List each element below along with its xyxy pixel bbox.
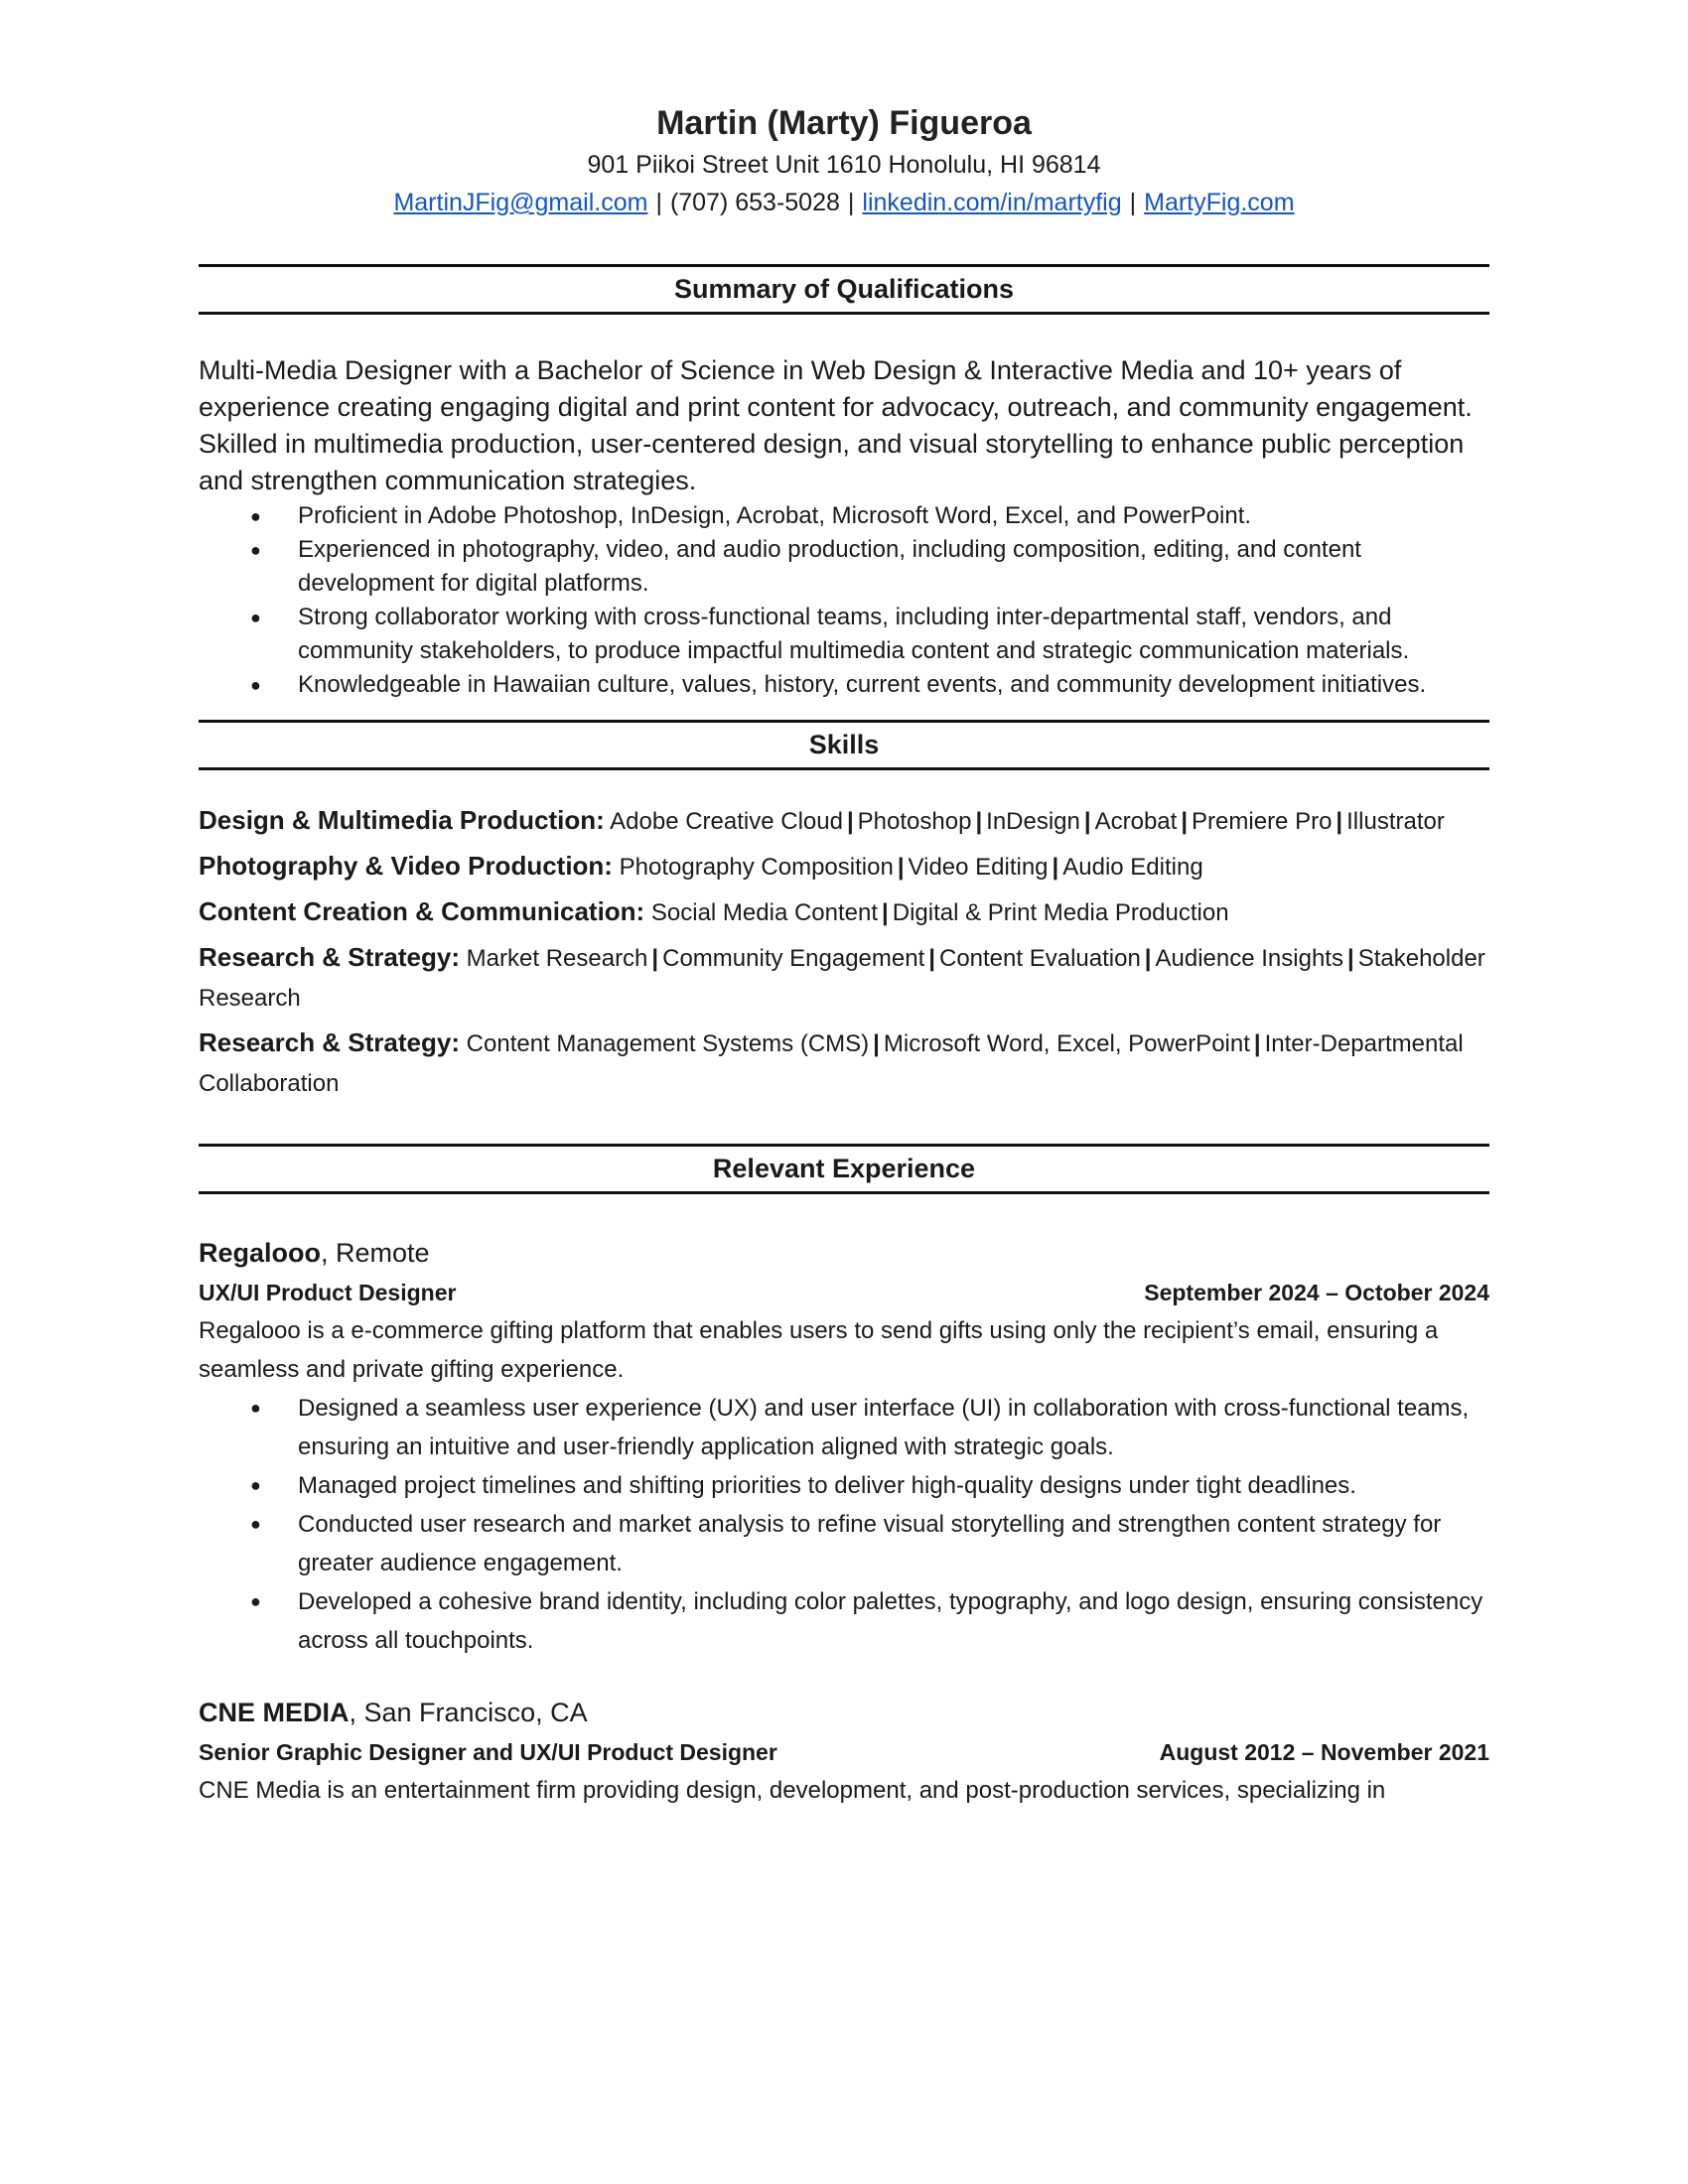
summary-bullet-list (199, 499, 1489, 702)
job-role: UX/UI Product Designer (199, 1280, 457, 1305)
skill-item: Premiere Pro (1192, 808, 1333, 835)
summary-bullet (199, 499, 1489, 533)
bullet-icon: ● (250, 506, 261, 526)
bullet-text: Proficient in Adobe Photoshop, InDesign, Acrobat, Microsoft Word, Excel, and PowerPoint. (298, 502, 1252, 529)
job-dates: September 2024 – October 2024 (1144, 1280, 1489, 1305)
contact-line (199, 185, 1489, 220)
job-entry (199, 1234, 1489, 1660)
skill-separator: | (873, 1030, 880, 1057)
skill-item: Illustrator (1346, 808, 1445, 835)
skill-category: Content Creation & Communication: (199, 896, 645, 926)
resume-page (199, 0, 1489, 1810)
bullet-text: Conducted user research and market analysis to refine visual storytelling and strengthen content strategy for greater audience engagement. (298, 1511, 1442, 1576)
skill-item: Acrobat (1094, 808, 1178, 835)
skill-item: Video Editing (908, 854, 1049, 881)
skill-separator: | (928, 945, 935, 972)
job-bullet (199, 1505, 1489, 1582)
bullet-text: Managed project timelines and shifting priorities to deliver high-quality designs under tight deadlines. (298, 1472, 1356, 1499)
skill-item: Community Engagement (662, 945, 925, 972)
skill-separator: | (882, 899, 889, 926)
experience-list (199, 1234, 1489, 1810)
summary-bullet (199, 533, 1489, 601)
experience-section-title: Relevant Experience (199, 1144, 1489, 1194)
bullet-icon: ● (250, 1591, 261, 1611)
skill-row (199, 800, 1489, 842)
skill-item: Digital & Print Media Production (892, 899, 1229, 926)
skill-item: Audio Editing (1062, 854, 1203, 881)
skill-item: Inter-Departmental Collaboration (199, 1030, 1464, 1097)
skill-category: Design & Multimedia Production: (199, 805, 605, 835)
skill-separator: | (1144, 945, 1152, 972)
bullet-text: Developed a cohesive brand identity, including color palettes, typography, and logo design, ensuring consistency across all touchpoints. (298, 1588, 1483, 1654)
company-location: , Remote (321, 1238, 430, 1268)
skill-item: Adobe Creative Cloud (610, 808, 843, 835)
skill-item: Audience Insights (1155, 945, 1343, 972)
skill-item: Microsoft Word, Excel, PowerPoint (883, 1030, 1250, 1057)
skill-row (199, 846, 1489, 887)
skills-list (199, 800, 1489, 1104)
skill-row (199, 1023, 1489, 1104)
skill-separator: | (846, 808, 854, 835)
skill-separator: | (975, 808, 983, 835)
skill-item: Stakeholder Research (199, 945, 1485, 1012)
job-title-row (199, 1733, 1489, 1771)
separator: | (1129, 189, 1137, 216)
skill-separator: | (897, 854, 905, 881)
separator: | (655, 189, 662, 216)
linkedin-link[interactable]: linkedin.com/in/martyfig (862, 189, 1122, 216)
summary-section-title: Summary of Qualifications (199, 264, 1489, 315)
summary-bullet (199, 601, 1489, 668)
resume-header (199, 0, 1489, 220)
candidate-address: 901 Piikoi Street Unit 1610 Honolulu, HI 96814 (587, 151, 1101, 179)
skill-row (199, 891, 1489, 933)
skill-item: InDesign (986, 808, 1080, 835)
email-link[interactable]: MartinJFig@gmail.com (393, 189, 648, 216)
skill-separator: | (1083, 808, 1091, 835)
skill-category: Research & Strategy: (199, 1027, 460, 1057)
bullet-icon: ● (250, 1514, 261, 1534)
job-bullet-list (199, 1389, 1489, 1660)
skill-item: Photoshop (857, 808, 972, 835)
summary-paragraph: Multi-Media Designer with a Bachelor of Science in Web Design & Interactive Media and 10+ years of experience creating engaging digital and print content for advocacy, outreach, and community engagement. Skilled in multimedia production, user-centered design, and visual storytelling to enhance public perception and strengthen communication strategies. (199, 355, 1473, 495)
website-link[interactable]: MartyFig.com (1144, 189, 1295, 216)
job-role: Senior Graphic Designer and UX/UI Product Designer (199, 1739, 777, 1765)
company-name: CNE MEDIA (199, 1698, 350, 1727)
bullet-icon: ● (250, 675, 261, 695)
job-company-line (199, 1234, 1489, 1272)
skill-category: Photography & Video Production: (199, 851, 613, 881)
skill-row (199, 937, 1489, 1019)
job-company-line (199, 1694, 1489, 1731)
skill-separator: | (1181, 808, 1189, 835)
job-description: CNE Media is an entertainment firm providing design, development, and post-production services, specializing in (199, 1777, 1386, 1804)
bullet-icon: ● (250, 1475, 261, 1495)
company-name: Regalooo (199, 1238, 322, 1268)
bullet-icon: ● (250, 608, 261, 627)
skill-item: Photography Composition (619, 854, 894, 881)
skill-separator: | (1336, 808, 1343, 835)
company-location: , San Francisco, CA (349, 1698, 588, 1727)
job-bullet (199, 1466, 1489, 1505)
skill-separator: | (1253, 1030, 1261, 1057)
bullet-icon: ● (250, 1398, 261, 1418)
skill-item: Social Media Content (650, 899, 879, 926)
skill-item: Market Research (466, 945, 648, 972)
bullet-text: Designed a seamless user experience (UX) and user interface (UI) in collaboration with cross-functional teams, ensuring an intuitive and user-friendly application aligned with strategic goals. (298, 1395, 1470, 1460)
bullet-text: Experienced in photography, video, and audio production, including composition, editing, and content development for digital platforms. (298, 536, 1361, 597)
phone-number: (707) 653-5028 (669, 189, 840, 216)
job-bullet (199, 1582, 1489, 1660)
skill-separator: | (1052, 854, 1059, 881)
skill-item: Content Evaluation (938, 945, 1141, 972)
job-entry (199, 1694, 1489, 1810)
separator: | (847, 189, 855, 216)
bullet-icon: ● (250, 540, 261, 560)
bullet-text: Strong collaborator working with cross-functional teams, including inter-departmental staff, vendors, and community stakeholders, to produce impactful multimedia content and strategic communication materials. (298, 604, 1410, 664)
job-description: Regalooo is a e-commerce gifting platform that enables users to send gifts using only the recipient’s email, ensuring a seamless and private gifting experience. (199, 1317, 1439, 1383)
candidate-name: Martin (Marty) Figueroa (656, 104, 1032, 142)
job-dates: August 2012 – November 2021 (1159, 1739, 1489, 1765)
job-bullet (199, 1389, 1489, 1466)
skill-item: Content Management Systems (CMS) (466, 1030, 870, 1057)
job-title-row (199, 1274, 1489, 1311)
skill-separator: | (1346, 945, 1354, 972)
skill-separator: | (651, 945, 659, 972)
summary-bullet (199, 668, 1489, 702)
skill-category: Research & Strategy: (199, 942, 460, 972)
skills-section-title: Skills (199, 720, 1489, 770)
bullet-text: Knowledgeable in Hawaiian culture, values, history, current events, and community development initiatives. (298, 671, 1427, 698)
